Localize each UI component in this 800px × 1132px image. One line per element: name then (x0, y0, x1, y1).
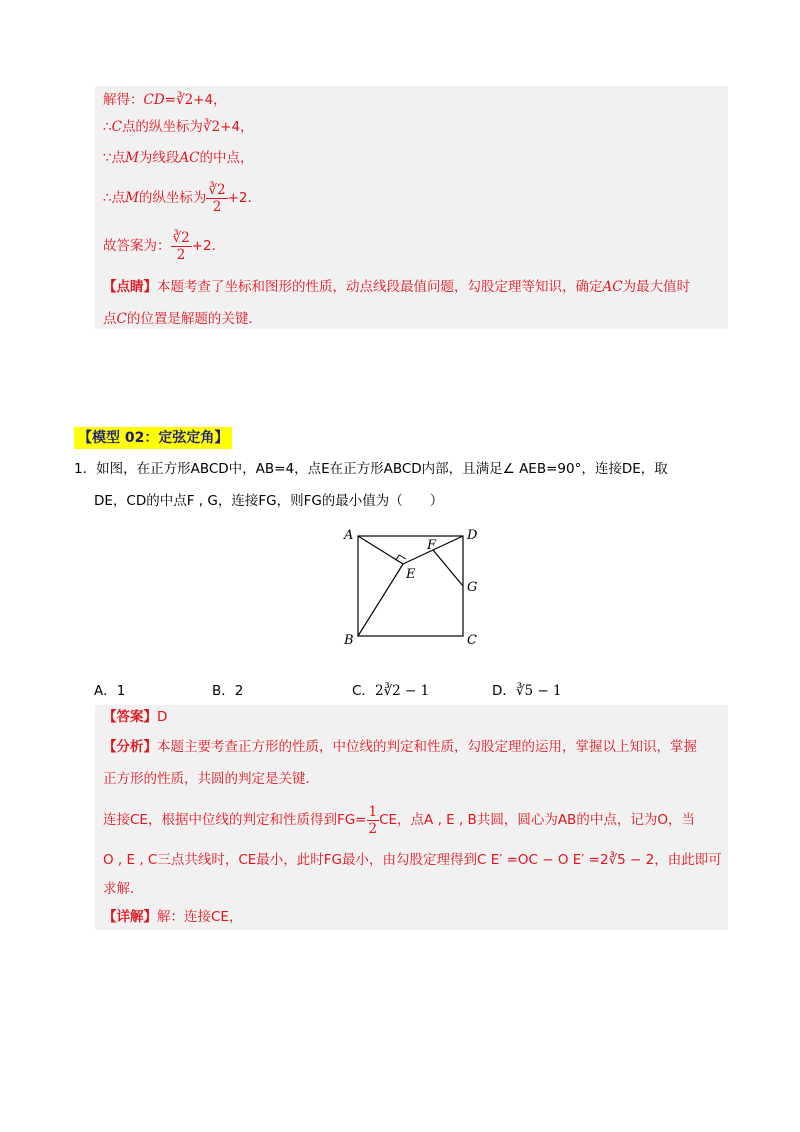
option-a[interactable]: A．1 (94, 683, 126, 699)
right-angle-mark (396, 555, 406, 560)
square-abcd (358, 536, 463, 636)
question-line-1: 1．如图，在正方形ABCD中，AB=4，点E在正方形ABCD内部，且满足∠ AEB=90°，连接DE，取 (74, 461, 668, 477)
label-f: F (427, 538, 437, 553)
analysis-line-1: 【分析】本题主要考查正方形的性质，中位线的判定和性质，勾股定理的运用，掌握以上知识，掌握 (103, 739, 697, 755)
analysis-line-2: 正方形的性质，共圆的判定是关键． (103, 771, 319, 787)
option-d[interactable]: D．∛5 − 1 (492, 683, 562, 699)
label-b: B (344, 633, 354, 648)
label-e: E (406, 567, 416, 582)
solution-line-4: ∴点M的纵坐标为 $\frac{∛2}{2}$ +2． (103, 181, 262, 215)
solution-line-2: ∴C点的纵坐标为∛2+4， (103, 119, 254, 135)
solution-box-1 (95, 86, 728, 329)
option-b[interactable]: B．2 (212, 683, 244, 699)
solution-line-3: ∵点M为线段AC的中点， (103, 150, 254, 166)
cube-root-symbol: ∛ (175, 92, 185, 108)
detail-line: 【详解】解：连接CE， (103, 909, 243, 925)
label-c: C (467, 633, 477, 648)
label-a: A (344, 528, 354, 543)
solution-line-1: 解得：CD=∛2+4， (103, 92, 227, 108)
question-line-2: DE，CD的中点F , G，连接FG，则FG的最小值为（ ） (94, 493, 444, 509)
answer-line: 【答案】D (103, 709, 168, 725)
option-c[interactable]: C．2∛2 − 1 (352, 683, 430, 699)
segment-be (358, 564, 403, 636)
segment-fg (433, 550, 463, 586)
solution-box-2 (95, 705, 728, 930)
analysis-line-5: 求解． (103, 881, 144, 897)
model-heading: 【模型 02：定弦定角】 (74, 427, 232, 449)
analysis-line-4: O , E , C三点共线时，CE最小，此时FG最小，由勾股定理得到C E′ =OC − O E′ =2∛5 − 2，由此即可 (103, 852, 722, 868)
solution-line-6: 【点睛】本题考查了坐标和图形的性质，动点线段最值问题，勾股定理等知识，确定AC为最大值时 (103, 279, 691, 295)
label-g: G (467, 580, 478, 595)
square-figure (340, 524, 510, 649)
analysis-line-3: 连接CE，根据中位线的判定和性质得到FG= $\frac{1}{2}$ CE，点A , E , B共圆，圆心为AB的中点，记为O，当 (103, 803, 695, 837)
solution-line-7: 点C的位置是解题的关键． (103, 311, 262, 327)
solution-line-5: 故答案为： $\frac{∛2}{2}$ +2． (103, 229, 226, 263)
label-d: D (467, 528, 478, 543)
